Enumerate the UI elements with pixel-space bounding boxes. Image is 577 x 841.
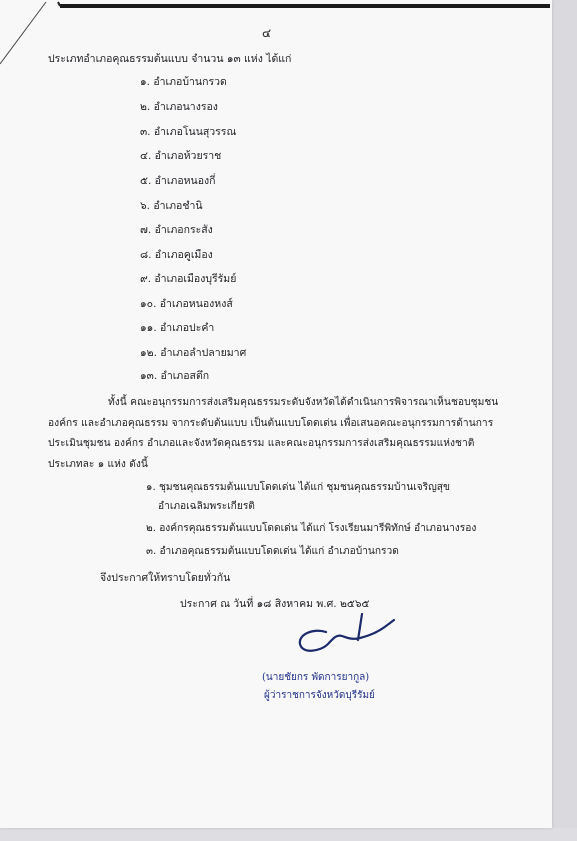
closing-line: จึงประกาศให้ทราบโดยทั่วกัน xyxy=(100,572,231,584)
paragraph-line: องค์กร และอำเภอคุณธรรม จากระดับต้นแบบ เป็นต้นแบบโดดเด่น เพื่อเสนอคณะอนุกรรมการด้านการ xyxy=(48,418,494,429)
award-item-continued: อำเภอเฉลิมพระเกียรติ xyxy=(158,501,255,512)
list-item: ๑๒. อำเภอลำปลายมาศ xyxy=(140,347,247,359)
list-item: ๑๐. อำเภอหนองหงส์ xyxy=(140,298,233,310)
list-item: ๘. อำเภอคูเมือง xyxy=(140,249,213,261)
award-item: ๒. องค์กรคุณธรรมต้นแบบโดดเด่น ได้แก่ โรงเรียนมารีพิทักษ์ อำเภอนางรอง xyxy=(146,523,477,534)
intro-line: ประเภทอำเภอคุณธรรมต้นแบบ จำนวน ๑๓ แห่ง ได้แก่ xyxy=(48,53,292,65)
list-item: ๖. อำเภอชำนิ xyxy=(140,200,203,212)
list-item: ๑. อำเภอบ้านกรวด xyxy=(140,76,227,88)
viewer-bottom-margin xyxy=(0,828,577,841)
paragraph-line: ประเภทละ ๑ แห่ง ดังนี้ xyxy=(48,459,148,470)
signer-title: ผู้ว่าราชการจังหวัดบุรีรัมย์ xyxy=(264,690,375,701)
paragraph-line: ประเมินชุมชน องค์กร อำเภอและจังหวัดคุณธรรม และคณะอนุกรรมการส่งเสริมคุณธรรมแห่งชาติ xyxy=(48,438,475,449)
viewer-right-margin xyxy=(552,0,577,841)
list-item: ๓. อำเภอโนนสุวรรณ xyxy=(140,126,237,138)
page-number: ๔ xyxy=(262,26,272,40)
list-item: ๔. อำเภอห้วยราช xyxy=(140,150,222,162)
scan-top-edge xyxy=(60,4,550,8)
paragraph-line: ทั้งนี้ คณะอนุกรรมการส่งเสริมคุณธรรมระดับจังหวัดได้ดำเนินการพิจารณาเห็นชอบชุมชน xyxy=(108,397,499,408)
list-item: ๕. อำเภอหนองกี่ xyxy=(140,175,216,187)
award-item: ๓. อำเภอคุณธรรมต้นแบบโดดเด่น ได้แก่ อำเภอบ้านกรวด xyxy=(146,546,399,557)
list-item: ๑๓. อำเภอสตึก xyxy=(140,370,210,382)
list-item: ๑๑. อำเภอปะคำ xyxy=(140,322,215,334)
list-item: ๒. อำเภอนางรอง xyxy=(140,101,218,113)
handwritten-signature xyxy=(286,598,396,658)
list-item: ๗. อำเภอกระสัง xyxy=(140,224,213,236)
award-item: ๑. ชุมชนคุณธรรมต้นแบบโดดเด่น ได้แก่ ชุมชนคุณธรรมบ้านเจริญสุข xyxy=(146,482,450,493)
list-item: ๙. อำเภอเมืองบุรีรัมย์ xyxy=(140,273,237,285)
date-line: ประกาศ ณ วันที่ ๑๘ สิงหาคม พ.ศ. ๒๕๖๕ xyxy=(180,598,370,610)
signer-name: (นายชัยกร พัดการยากูล) xyxy=(262,672,370,683)
